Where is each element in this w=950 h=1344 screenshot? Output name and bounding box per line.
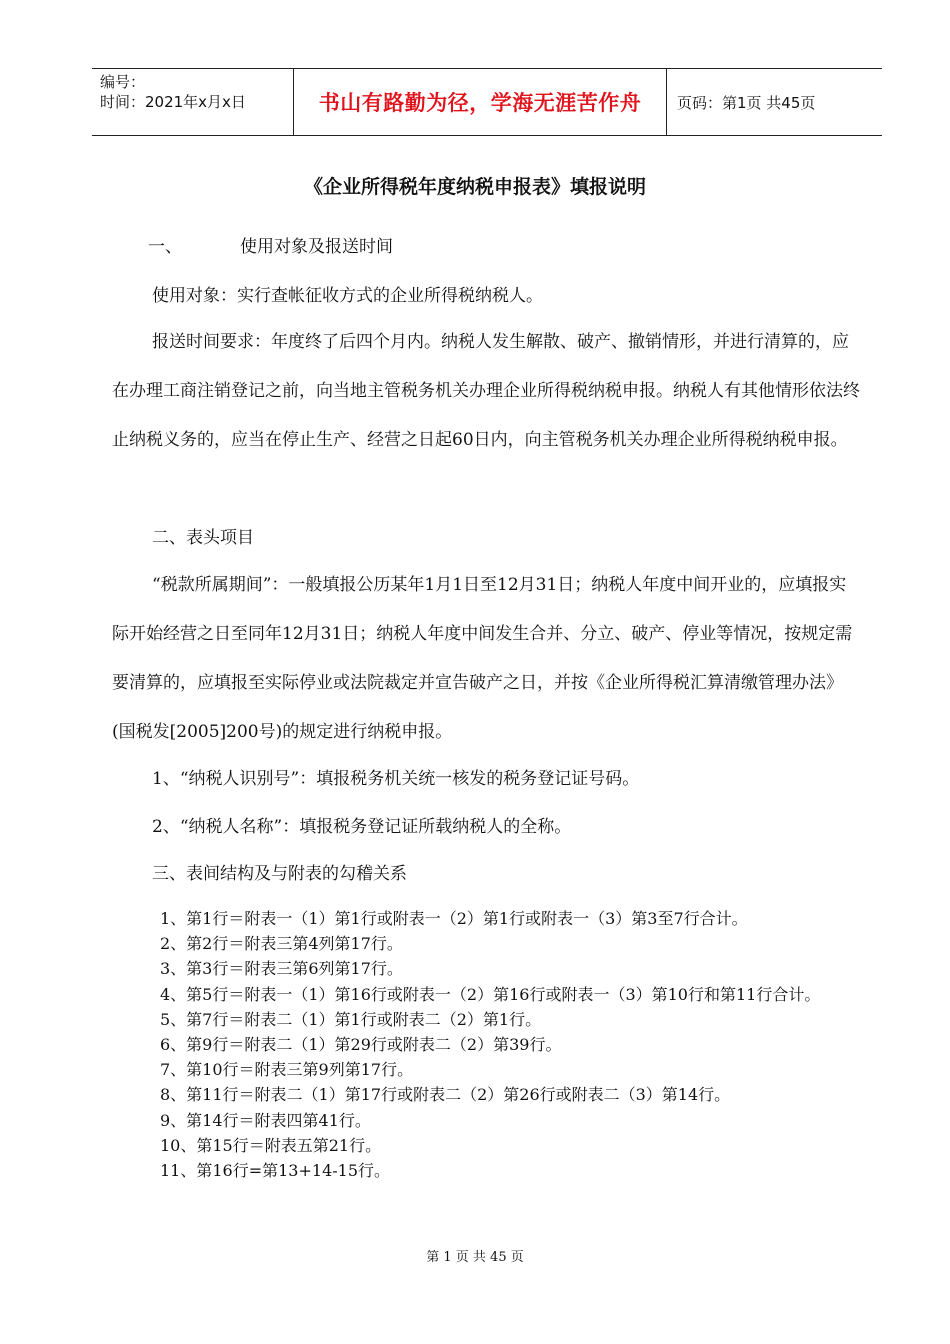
- list-item: 8、第11行＝附表二（1）第17行或附表二（2）第26行或附表二（3）第14行。: [160, 1085, 731, 1105]
- list-item: 1、第1行＝附表一（1）第1行或附表一（2）第1行或附表一（3）第3至7行合计。: [160, 909, 748, 928]
- list-item: 2、第2行＝附表三第4列第17行。: [160, 934, 403, 954]
- page-footer: 第 1 页 共 45 页: [426, 1250, 524, 1265]
- list-item: 6、第9行＝附表二（1）第29行或附表二（2）第39行。: [160, 1035, 562, 1055]
- list-item: 10、第15行＝附表五第21行。: [160, 1135, 382, 1155]
- section-two-heading: 二、表头项目: [152, 528, 254, 548]
- list-item: 3、第3行＝附表三第6列第17行。: [160, 959, 403, 979]
- section-three-heading: 三、表间结构及与附表的勾稽关系: [152, 864, 407, 884]
- list-item: 9、第14行＝附表四第41行。: [160, 1110, 371, 1130]
- taxpayer-id-item: 1、“纳税人识别号”：填报税务机关统一核发的税务登记证号码。: [152, 769, 640, 789]
- list-item: 4、第5行＝附表一（1）第16行或附表一（2）第16行或附表一（3）第10行和第11行合计。: [160, 984, 821, 1004]
- section-one-number: 一、: [148, 237, 182, 257]
- period-paragraph: “税款所属期间”：一般填报公历某年1月1日至12月31日；纳税人年度中间开业的，应填报实际开始经营之日至同年12月31日；纳税人年度中间发生合并、分立、破产、停业等情况，按规定需要清算的，应填报至实际停业或法院裁定并宣告破产之日，并按《企业所得税汇算清缴管理办法》(国税发[2005]200号)的规定进行纳税申报。: [112, 575, 853, 742]
- document-title: 《企业所得税年度纳税申报表》填报说明: [303, 176, 646, 198]
- page-header-table: [92, 68, 882, 136]
- deadline-paragraph: 报送时间要求：年度终了后四个月内。纳税人发生解散、破产、撤销情形，并进行清算的，应在办理工商注销登记之前，向当地主管税务机关办理企业所得税纳税申报。纳税人有其他情形依法终止纳税义务的，应当在停止生产、经营之日起60日内，向主管税务机关办理企业所得税纳税申报。: [112, 332, 860, 450]
- list-item: 5、第7行＝附表二（1）第1行或附表二（2）第1行。: [160, 1009, 542, 1029]
- header-motto: 书山有路勤为径，学海无涯苦作舟: [294, 69, 667, 135]
- list-item: 7、第10行＝附表三第9列第17行。: [160, 1060, 414, 1080]
- header-time-label: 时间：2021年x月x日: [100, 93, 246, 111]
- relations-list: [112, 906, 872, 1183]
- header-page-info: 页码：第1页 共45页: [677, 93, 816, 112]
- section-one-heading: [148, 230, 898, 264]
- header-number-label: 编号：: [100, 73, 146, 91]
- taxpayer-name-item: 2、“纳税人名称”：填报税务登记证所载纳税人的全称。: [152, 817, 572, 837]
- list-item: 11、第16行=第13+14-15行。: [160, 1161, 391, 1181]
- header-meta-cell: [92, 69, 294, 135]
- section-one-title: 使用对象及报送时间: [240, 237, 393, 257]
- usage-paragraph: 使用对象：实行查帐征收方式的企业所得税纳税人。: [152, 286, 543, 306]
